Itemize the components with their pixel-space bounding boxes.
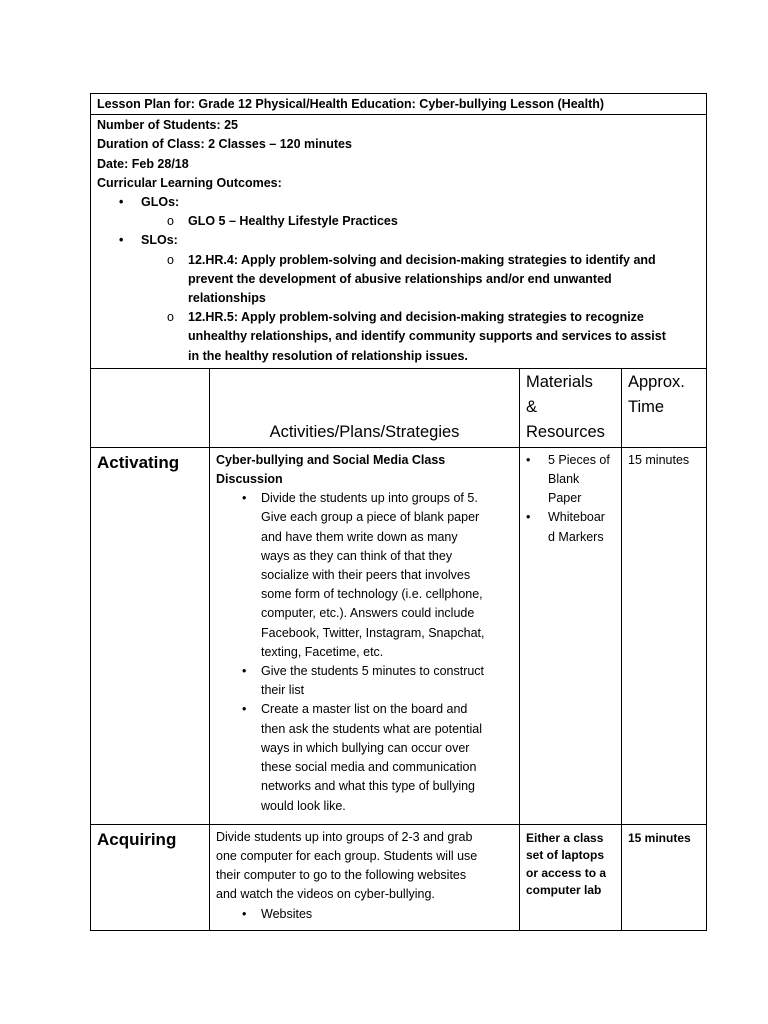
- material-line: or access to a: [526, 865, 607, 880]
- bullet-icon: •: [526, 510, 531, 525]
- acquiring-row: [91, 824, 707, 930]
- duration-of-class: Duration of Class: 2 Classes – 120 minutes: [97, 137, 352, 152]
- acquiring-stage: Acquiring: [91, 824, 210, 930]
- bullet-line: would look like.: [261, 798, 346, 813]
- list-item: [526, 451, 615, 509]
- acquiring-bullet-list: [216, 905, 513, 924]
- bullet-line: ways in which bullying can occur over: [261, 740, 470, 755]
- bullet-line: Give the students 5 minutes to construct: [261, 664, 485, 679]
- bullet-line: and have them write down as many: [261, 529, 458, 544]
- bullet-icon: •: [119, 195, 124, 210]
- bullet-line: Websites: [261, 906, 313, 921]
- activating-activities: [210, 447, 520, 824]
- bullet-line: computer, etc.). Answers could include: [261, 606, 475, 621]
- materials-header-line: Resources: [526, 422, 605, 441]
- slo-hr4-line: 12.HR.4: Apply problem-solving and decision-making strategies to identify and: [188, 252, 656, 267]
- materials-header-line: &: [526, 397, 538, 416]
- slo-hr4-item: [97, 251, 700, 309]
- bullet-icon: •: [119, 233, 124, 248]
- activating-heading-line: Discussion: [216, 472, 283, 487]
- list-item: [216, 489, 513, 662]
- lesson-info: [91, 115, 707, 369]
- bullet-icon: •: [242, 664, 247, 679]
- bullet-line: these social media and communication: [261, 760, 477, 775]
- slo-hr5-line: unhealthy relationships, and identify community supports and services to assist: [188, 329, 666, 344]
- activating-row: [91, 447, 707, 824]
- glos-item: [97, 193, 700, 212]
- stage-header-cell: [91, 368, 210, 447]
- lesson-plan-table: [90, 93, 707, 931]
- bullet-line: then ask the students what are potential: [261, 721, 482, 736]
- acquiring-time: 15 minutes: [622, 824, 707, 930]
- bullet-icon: •: [526, 452, 531, 467]
- bullet-icon: •: [242, 491, 247, 506]
- time-header-line: Approx.: [628, 372, 685, 391]
- acquiring-text-line: their computer to go to the following websites: [216, 868, 467, 883]
- bullet-line: some form of technology (i.e. cellphone,: [261, 587, 483, 602]
- activating-materials: [520, 447, 622, 824]
- info-row: [91, 115, 707, 369]
- slo-hr4-line: prevent the development of abusive relationships and/or end unwanted: [188, 271, 612, 286]
- glo5-item: [97, 212, 700, 231]
- bullet-line: Facebook, Twitter, Instagram, Snapchat,: [261, 625, 485, 640]
- title-row: [91, 94, 707, 115]
- slo-hr5-line: 12.HR.5: Apply problem-solving and decision-making strategies to recognize: [188, 310, 644, 325]
- activating-stage: Activating: [91, 447, 210, 824]
- bullet-icon: •: [242, 702, 247, 717]
- slos-label: SLOs:: [141, 233, 178, 248]
- list-item: [526, 508, 615, 546]
- sub-bullet-icon: o: [167, 252, 174, 267]
- bullet-line: Create a master list on the board and: [261, 702, 468, 717]
- bullet-line: Give each group a piece of blank paper: [261, 510, 480, 525]
- acquiring-text-line: one computer for each group. Students will use: [216, 849, 478, 864]
- glos-label: GLOs:: [141, 195, 180, 210]
- materials-header: [520, 368, 622, 447]
- list-item: [216, 700, 513, 815]
- materials-header-line: Materials: [526, 372, 593, 391]
- slos-item: [97, 231, 700, 250]
- acquiring-text-line: and watch the videos on cyber-bullying.: [216, 887, 435, 902]
- material-line: set of laptops: [526, 848, 605, 863]
- activating-heading-line: Cyber-bullying and Social Media Class: [216, 452, 446, 467]
- bullet-line: networks and what this type of bullying: [261, 779, 476, 794]
- material-line: Paper: [548, 491, 582, 506]
- list-item: [216, 905, 513, 924]
- lesson-date: Date: Feb 28/18: [97, 156, 189, 171]
- bullet-line: socialize with their peers that involves: [261, 568, 471, 583]
- material-line: computer lab: [526, 883, 602, 898]
- material-line: d Markers: [548, 529, 604, 544]
- slo-hr5-line: in the healthy resolution of relationship issues.: [188, 348, 468, 363]
- sub-bullet-icon: o: [167, 214, 174, 229]
- lesson-title: Lesson Plan for: Grade 12 Physical/Health Education: Cyber-bullying Lesson (Health): [91, 94, 707, 115]
- activities-header: Activities/Plans/Strategies: [210, 368, 520, 447]
- sub-bullet-icon: o: [167, 310, 174, 325]
- bullet-line: texting, Facetime, etc.: [261, 644, 384, 659]
- bullet-icon: •: [242, 906, 247, 921]
- list-item: [216, 662, 513, 700]
- bullet-line: ways as they can think of that they: [261, 548, 453, 563]
- activating-time: 15 minutes: [622, 447, 707, 824]
- material-line: Whiteboar: [548, 510, 605, 525]
- bullet-line: their list: [261, 683, 305, 698]
- activating-bullet-list: [216, 489, 513, 815]
- material-line: Either a class: [526, 830, 604, 845]
- bullet-line: Divide the students up into groups of 5.: [261, 491, 478, 506]
- time-header-line: Time: [628, 397, 665, 416]
- material-line: 5 Pieces of: [548, 452, 610, 467]
- slo-hr4-line: relationships: [188, 291, 266, 306]
- acquiring-text-line: Divide students up into groups of 2-3 and grab: [216, 829, 473, 844]
- glo5-text: GLO 5 – Healthy Lifestyle Practices: [188, 214, 398, 229]
- slo-hr5-item: [97, 308, 700, 366]
- activating-materials-list: [526, 451, 615, 547]
- time-header: [622, 368, 707, 447]
- number-of-students: Number of Students: 25: [97, 118, 238, 133]
- material-line: Blank: [548, 472, 580, 487]
- acquiring-materials: [520, 824, 622, 930]
- column-header-row: [91, 368, 707, 447]
- acquiring-activities: [210, 824, 520, 930]
- outcomes-label: Curricular Learning Outcomes:: [97, 175, 282, 190]
